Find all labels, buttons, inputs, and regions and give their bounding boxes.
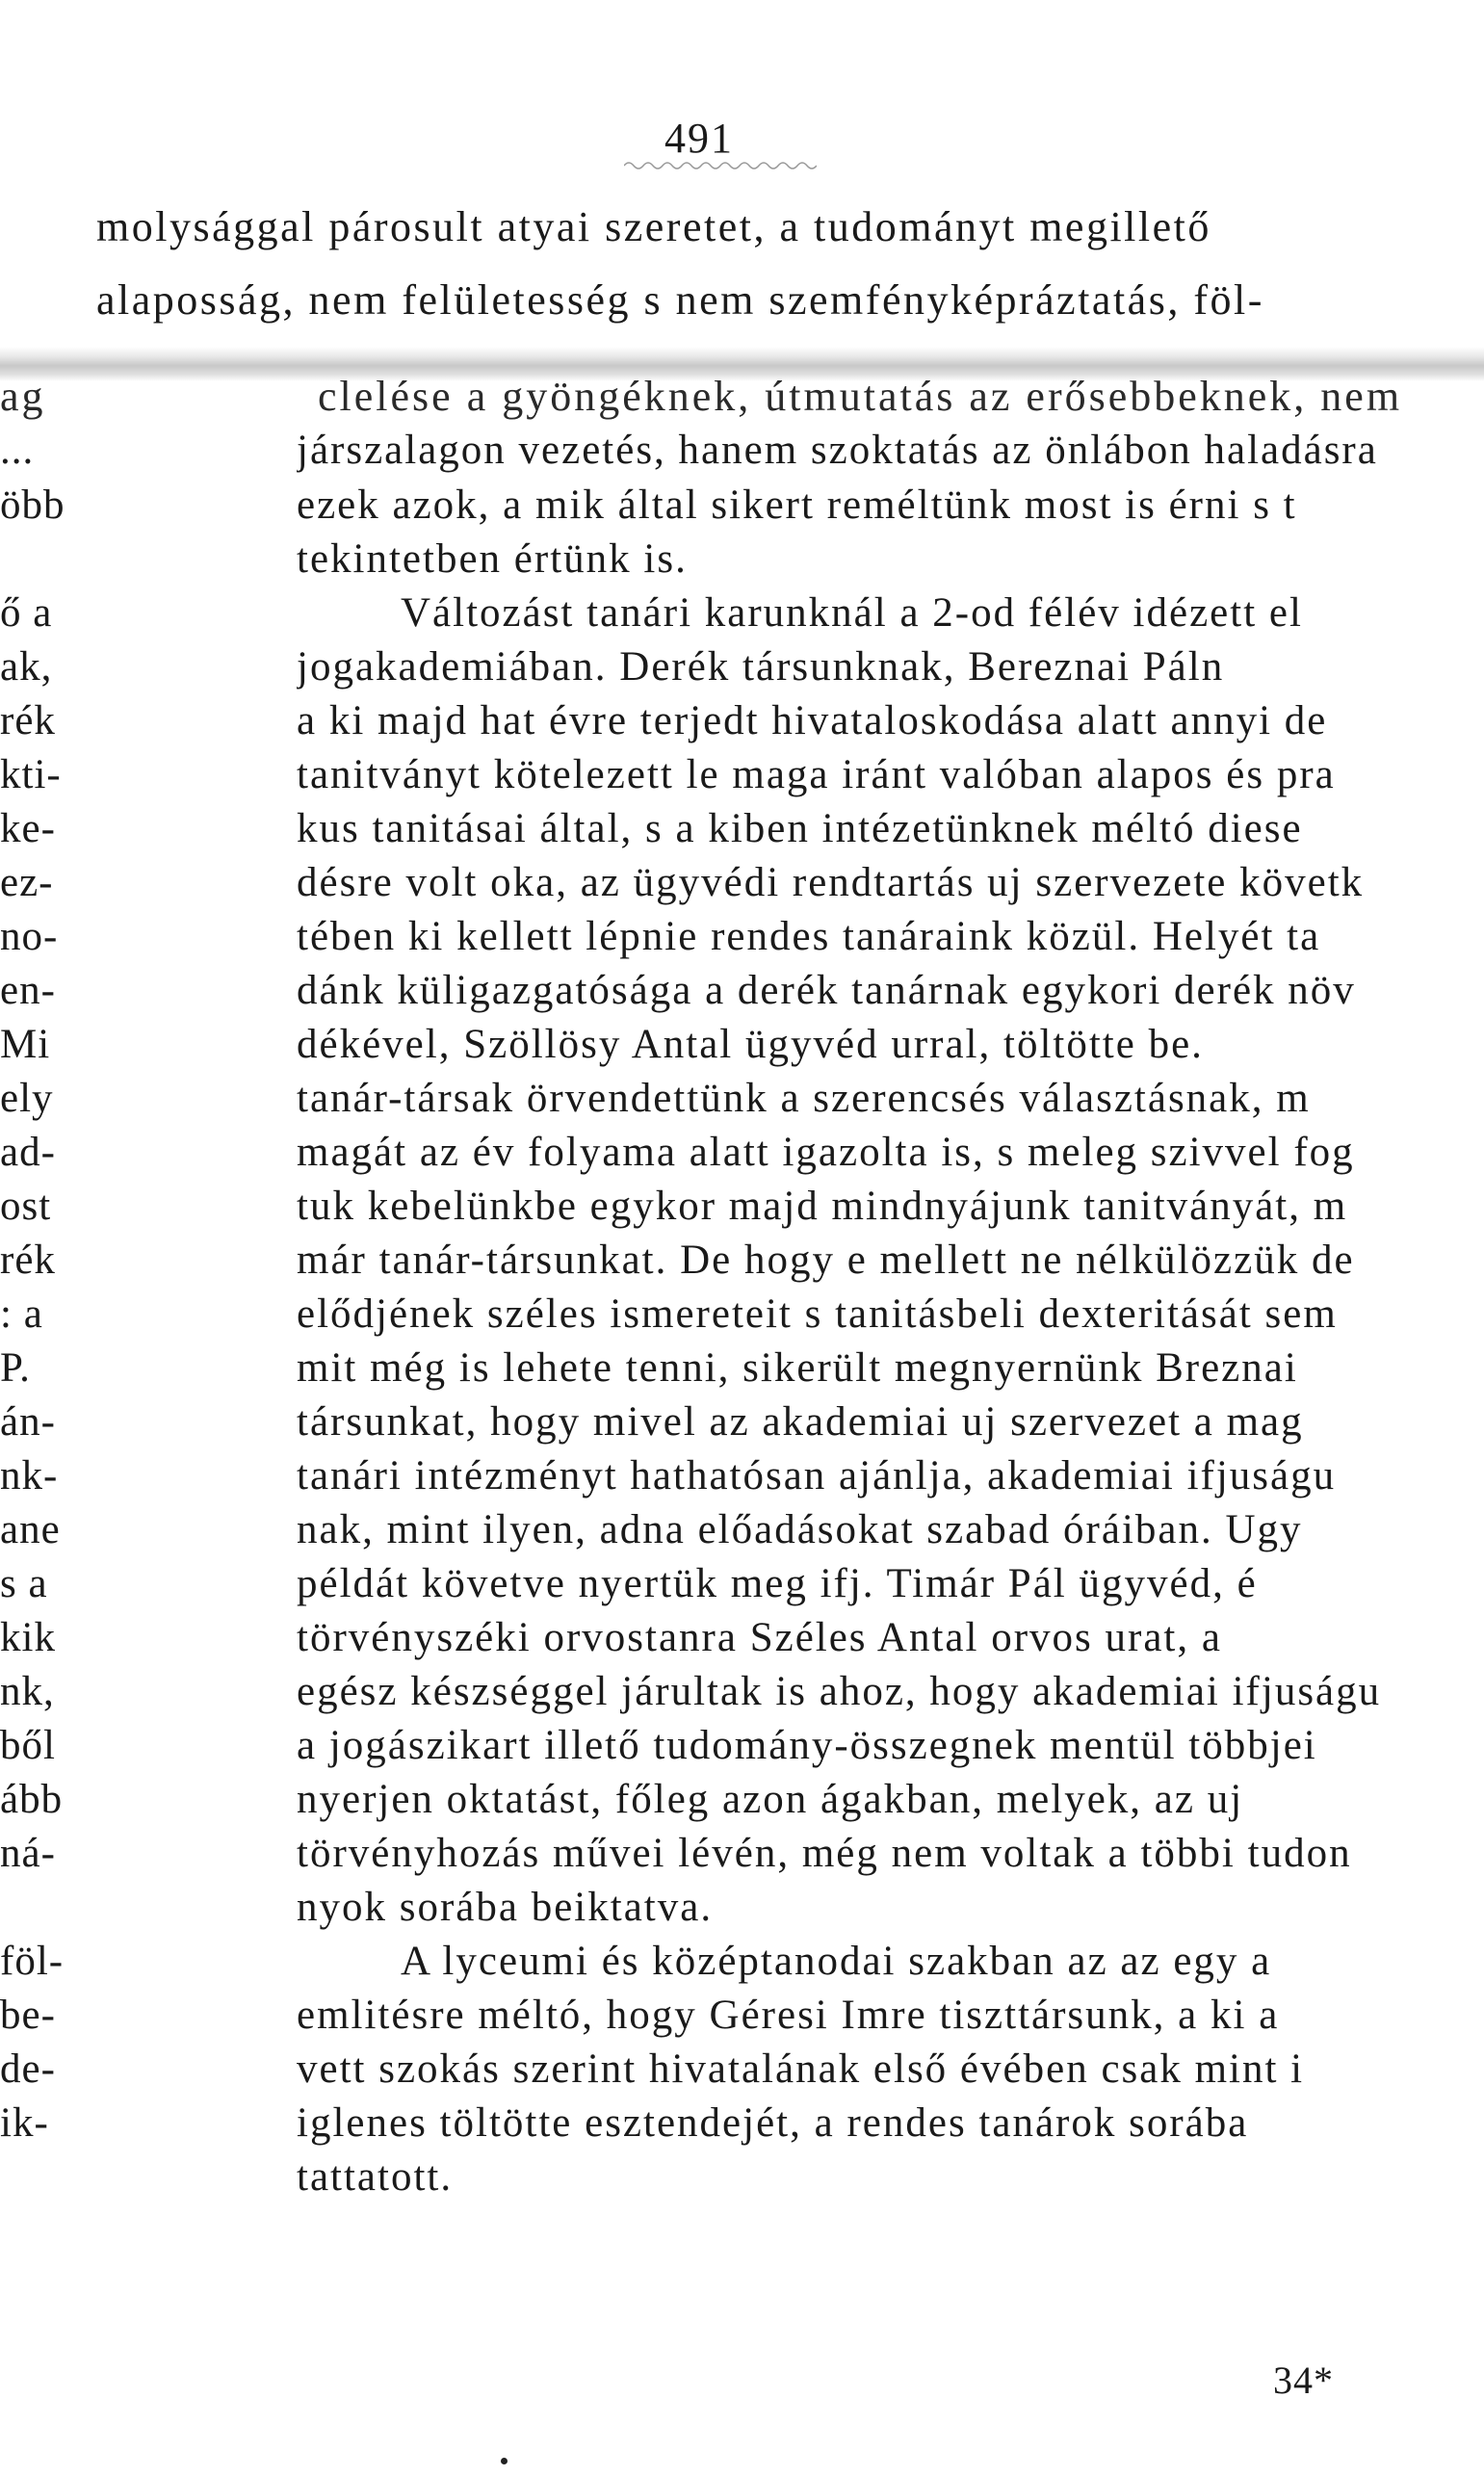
text-line: egész készséggel járultak is ahoz, hogy akademiai ifjuságu: [297, 1669, 1382, 1714]
text-line: törvényszéki orvostanra Széles Antal orvos urat, a: [297, 1615, 1222, 1660]
text-line: nak, mint ilyen, adna előadásokat szabad óráiban. Ugy: [297, 1507, 1303, 1552]
left-fragment: án-: [0, 1399, 56, 1445]
left-fragment: ná-: [0, 1831, 56, 1876]
text-line: tattatott.: [297, 2154, 454, 2200]
left-fragment: de-: [0, 2046, 56, 2092]
paragraph-start-line: A lyceumi és középtanodai szakban az az egy a: [401, 1939, 1272, 1984]
left-fragment: : a: [0, 1291, 43, 1337]
left-fragment: s a: [0, 1561, 48, 1606]
text-line: törvényhozás művei lévén, még nem voltak a többi tudon: [297, 1831, 1352, 1876]
left-fragment: ad-: [0, 1130, 56, 1175]
text-line: alaposság, nem felületesség s nem szemfényképráztatás, föl-: [96, 276, 1264, 324]
left-fragment: Mi: [0, 1022, 51, 1067]
text-line: dánk küligazgatósága a derék tanárnak egykori derék növ: [297, 968, 1356, 1013]
fold-fragment: clelése a gyöngéknek, útmutatás az erősebbeknek, nem: [318, 373, 1403, 420]
text-line: mit még is lehete tenni, sikerült megnyernünk Breznai: [297, 1345, 1298, 1391]
left-fragment: föl-: [0, 1939, 65, 1984]
text-line: tében ki kellett lépnie rendes tanáraink közül. Helyét ta: [297, 914, 1321, 959]
text-line: tanitványt kötelezett le maga iránt valóban alapos és pra: [297, 752, 1336, 797]
fold-fragment: ag: [0, 373, 46, 420]
left-fragment: rék: [0, 1238, 56, 1283]
text-line: tuk kebelünkbe egykor majd mindnyájunk tanitványát, m: [297, 1184, 1348, 1229]
text-line: járszalagon vezetés, hanem szoktatás az önlábon haladásra: [297, 428, 1378, 473]
left-fragment: ább: [0, 1777, 64, 1822]
ink-speck: [501, 2458, 508, 2464]
text-line: tekintetben értünk is.: [297, 536, 688, 582]
text-line: vett szokás szerint hivatalának első évében csak mint i: [297, 2046, 1305, 2092]
left-fragment: en-: [0, 968, 56, 1013]
text-line: emlitésre méltó, hogy Géresi Imre tiszttársunk, a ki a: [297, 1993, 1280, 2038]
left-fragment: nk-: [0, 1453, 59, 1499]
page-number: 491: [664, 115, 734, 162]
text-line: nyerjen oktatást, főleg azon ágakban, melyek, az uj: [297, 1777, 1244, 1822]
text-line: példát követve nyertük meg ifj. Timár Pál ügyvéd, é: [297, 1561, 1258, 1606]
left-fragment: nk,: [0, 1669, 55, 1714]
left-fragment: ost: [0, 1184, 52, 1229]
left-fragment: no-: [0, 914, 59, 959]
text-line: magát az év folyama alatt igazolta is, s meleg szivvel fog: [297, 1130, 1355, 1175]
text-line: már tanár-társunkat. De hogy e mellett ne nélkülözzük de: [297, 1238, 1355, 1283]
text-line: társunkat, hogy mivel az akademiai uj szervezet a mag: [297, 1399, 1304, 1445]
left-fragment: ik-: [0, 2100, 49, 2146]
text-line: iglenes töltötte esztendejét, a rendes tanárok sorába: [297, 2100, 1249, 2146]
text-line: a jogászikart illető tudomány-összegnek mentül többjei: [297, 1723, 1317, 1768]
text-line: nyok sorába beiktatva.: [297, 1885, 714, 1930]
paragraph-start-line: Változást tanári karunknál a 2-od félév idézett el: [401, 590, 1303, 636]
left-fragment: öbb: [0, 482, 65, 528]
text-line: tanár-társak örvendettünk a szerencsés választásnak, m: [297, 1076, 1311, 1121]
text-line: molysággal párosult atyai szeretet, a tudományt megillető: [96, 203, 1211, 250]
text-line: a ki majd hat évre terjedt hivataloskodása alatt annyi de: [297, 698, 1328, 743]
left-fragment: P.: [0, 1345, 31, 1391]
printer-signature-mark: 34*: [1273, 2359, 1334, 2402]
left-fragment: ane: [0, 1507, 61, 1552]
left-fragment: be-: [0, 1993, 56, 2038]
text-line: ezek azok, a mik által sikert reméltünk most is érni s t: [297, 482, 1297, 528]
text-line: tanári intézményt hathatósan ajánlja, akademiai ifjuságu: [297, 1453, 1337, 1499]
text-line: elődjének széles ismereteit s tanitásbeli dexteritását sem: [297, 1291, 1338, 1337]
text-line: désre volt oka, az ügyvédi rendtartás uj szervezete követk: [297, 860, 1365, 905]
main-text-column: [297, 0, 1484, 2476]
left-fragment: ke-: [0, 806, 56, 851]
text-line: jogakademiában. Derék társunknak, Bereznai Páln: [297, 644, 1225, 690]
left-fragment: rék: [0, 698, 56, 743]
text-line: dékével, Szöllösy Antal ügyvéd urral, töltötte be.: [297, 1022, 1204, 1067]
left-fragment: ely: [0, 1076, 54, 1121]
left-fragment: ...: [0, 428, 35, 473]
left-fragment: ből: [0, 1723, 56, 1768]
text-line: kus tanitásai által, s a kiben intézetünknek méltó diese: [297, 806, 1303, 851]
left-fragment: kik: [0, 1615, 56, 1660]
left-fragment: ak,: [0, 644, 53, 690]
left-fragment: ez-: [0, 860, 54, 905]
left-fragment: kti-: [0, 752, 62, 797]
left-fragment: ő a: [0, 590, 53, 636]
